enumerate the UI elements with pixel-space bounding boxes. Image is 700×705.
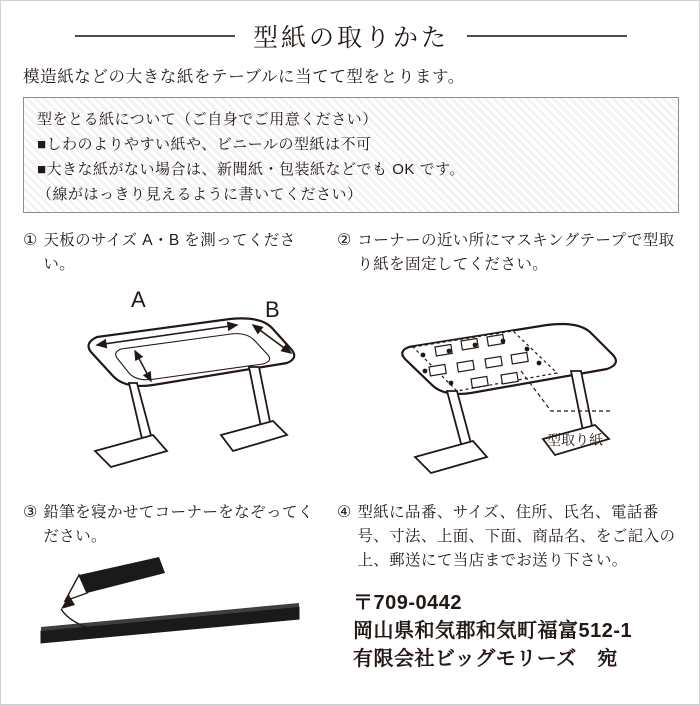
step-1-number: ①	[23, 232, 38, 249]
figure-pencil-trace	[31, 553, 321, 663]
address-block	[353, 589, 683, 673]
address-postal: 〒709-0442	[353, 592, 463, 614]
step-4-number: ④	[337, 504, 352, 521]
note-line-4: （線がはっきり見えるように書いてください）	[37, 186, 363, 203]
step-1	[23, 229, 323, 277]
label-dimension-a: A	[131, 287, 146, 312]
label-dimension-b: B	[265, 297, 280, 322]
table-foot-right	[221, 421, 287, 451]
address-line-2: 有限会社ビッグモリーズ 宛	[353, 648, 618, 670]
pencil-diagram	[31, 553, 321, 663]
note-box	[23, 97, 679, 213]
step-2-number: ②	[337, 232, 352, 249]
table-leg-right	[249, 367, 271, 427]
label-pattern-paper: 型取り紙	[547, 432, 603, 448]
lead-text: 模造紙などの大きな紙をテーブルに当てて型をとります。	[23, 68, 465, 86]
table-top-outline	[89, 318, 295, 386]
table-leg-left	[129, 383, 153, 443]
step-3-number: ③	[23, 504, 38, 521]
title-rule-left	[75, 35, 235, 37]
step-3-text: 鉛筆を寝かせてコーナーをなぞってください。	[43, 504, 314, 545]
figure-pattern-paper	[361, 275, 681, 491]
pencil-body	[79, 557, 165, 593]
table-diagram-2	[361, 275, 681, 491]
step-2	[337, 229, 681, 277]
title-rule-right	[467, 35, 627, 37]
note-line-3: ■大きな紙がない場合は、新聞紙・包装紙などでも OK です。	[37, 161, 465, 178]
note-line-1: 型をとる紙について（ご自身でご用意ください）	[37, 111, 378, 128]
step-3	[23, 501, 323, 549]
step-2-text: コーナーの近い所にマスキングテープで型取り紙を固定してください。	[357, 232, 675, 273]
step-4	[337, 501, 683, 573]
table-diagram-1	[25, 275, 325, 491]
page-title-row	[1, 15, 700, 57]
table-foot-left	[95, 435, 167, 467]
page-title: 型紙の取りかた	[252, 24, 449, 52]
step-4-text: 型紙に品番、サイズ、住所、氏名、電話番号、寸法、上面、下面、商品名、をご記入の上、郵送にて当店までお送り下さい。	[357, 504, 676, 569]
address-line-1: 岡山県和気郡和気町福富512-1	[353, 620, 633, 642]
note-line-2: ■しわのよりやすい紙や、ビニールの型紙は不可	[37, 136, 372, 153]
figure-table-dimensions	[25, 275, 325, 491]
table-leg-right-2	[571, 371, 593, 431]
table-foot-left-2	[415, 441, 487, 473]
step-1-text: 天板のサイズ A・B を測ってください。	[43, 232, 296, 273]
